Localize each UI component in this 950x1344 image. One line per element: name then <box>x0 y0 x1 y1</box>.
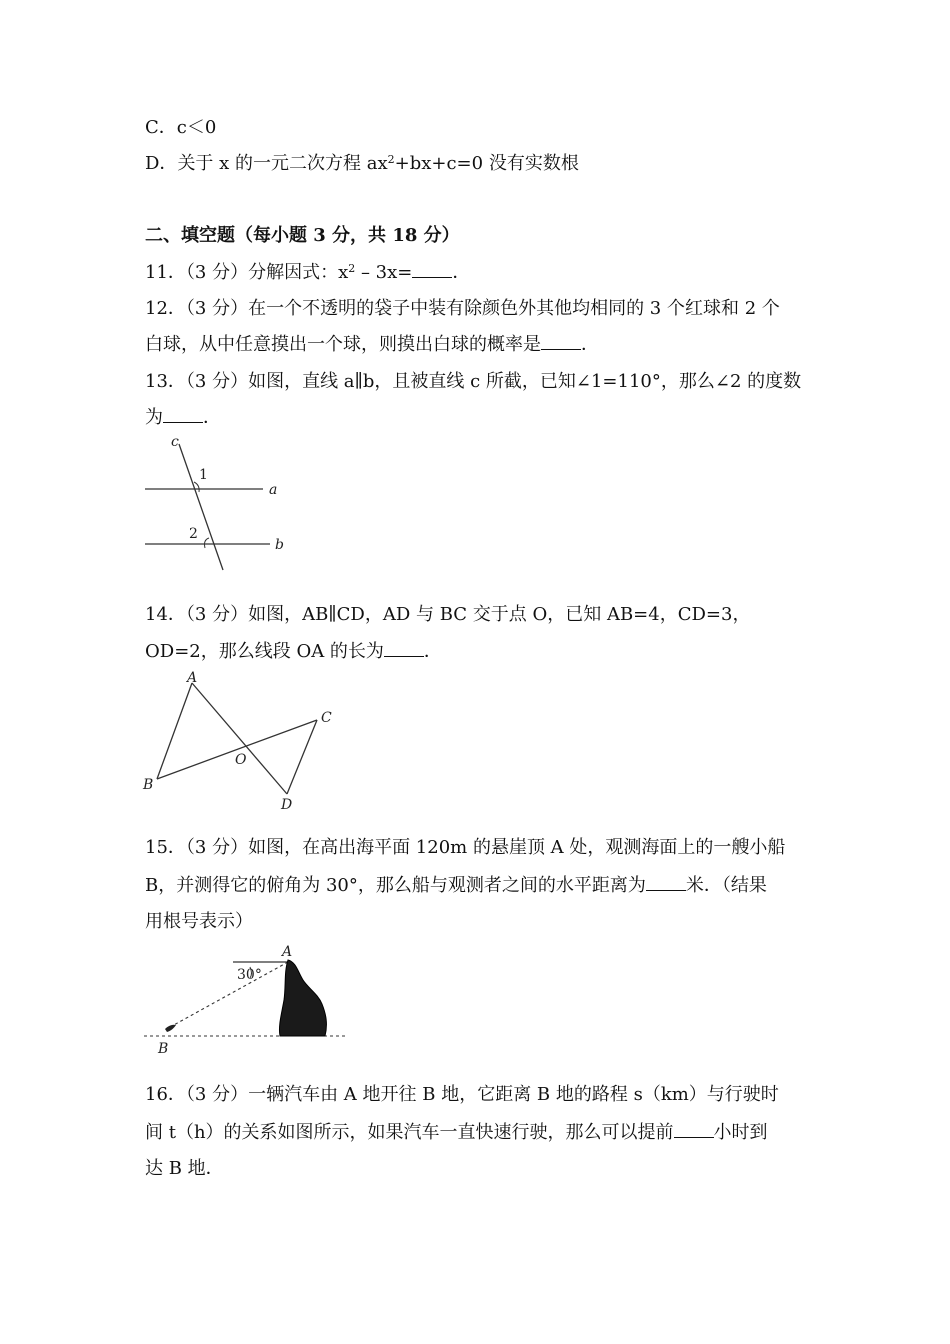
line-c <box>179 444 223 570</box>
option-d-text-pre: 关于 x 的一元二次方程 ax <box>177 153 388 174</box>
question-16-line-2 <box>145 1121 768 1145</box>
answer-blank[interactable] <box>412 261 452 278</box>
question-16-line-3: 达 B 地． <box>145 1158 224 1179</box>
q11-tail: ． <box>452 262 471 283</box>
q13-line-2-text: 为 <box>145 407 163 428</box>
cliff-shape <box>279 960 326 1036</box>
segment-bc <box>157 720 317 779</box>
segment-ad <box>192 683 287 794</box>
q11-text-post: – 3x= <box>355 262 413 283</box>
question-13-line-2 <box>145 406 221 430</box>
point-a-label: A <box>282 944 293 960</box>
question-16-line-1: 16．（3 分）一辆汽车由 A 地开往 B 地，它距离 B 地的路程 s（km）与行驶时 <box>145 1084 779 1105</box>
option-d-text-post: +bx+c=0 没有实数根 <box>394 153 579 174</box>
boat-shape <box>165 1025 176 1032</box>
question-14-line-1: 14．（3 分）如图，AB∥CD，AD 与 BC 交于点 O，已知 AB=4，CD=3， <box>145 604 751 625</box>
cliff-boat-figure <box>138 938 353 1060</box>
point-a-label: A <box>187 670 198 686</box>
q14-tail: ． <box>423 641 442 662</box>
label-c: c <box>171 434 179 450</box>
option-c-label: C． <box>145 117 177 138</box>
point-b-label: B <box>158 1041 169 1057</box>
question-15-line-2 <box>145 874 767 898</box>
option-d <box>145 152 579 176</box>
q15-line-2-text-b: 米．（结果 <box>685 875 767 896</box>
option-c <box>145 116 216 140</box>
crossed-triangles-figure <box>135 668 345 816</box>
label-a: a <box>269 482 278 498</box>
question-13-line-1: 13．（3 分）如图，直线 a∥b，且被直线 c 所截，已知∠1=110°，那么∠2 的度数 <box>145 371 802 392</box>
point-o-label: O <box>235 752 247 768</box>
option-d-label: D． <box>145 153 178 174</box>
q12-line-2-text: 白球，从中任意摸出一个球，则摸出白球的概率是 <box>145 334 541 355</box>
parallel-lines-figure <box>135 432 305 577</box>
label-1: 1 <box>199 467 208 483</box>
option-d-superscript: 2 <box>387 153 395 166</box>
q16-line-2-text-a: 间 t（h）的关系如图所示，如果汽车一直快速行驶，那么可以提前 <box>145 1122 674 1143</box>
q14-line-2-text: OD=2，那么线段 OA 的长为 <box>145 641 384 662</box>
point-c-label: C <box>321 710 332 726</box>
answer-blank[interactable] <box>384 640 424 657</box>
answer-blank[interactable] <box>674 1121 714 1138</box>
label-2: 2 <box>189 526 198 542</box>
q16-line-2-text-b: 小时到 <box>713 1122 768 1143</box>
q13-tail: ． <box>203 407 221 428</box>
angle-label: 30° <box>237 967 262 983</box>
q11-superscript: 2 <box>348 262 356 275</box>
point-d-label: D <box>281 797 293 813</box>
question-15-line-3: 用根号表示） <box>145 911 253 932</box>
question-14-line-2 <box>145 640 442 664</box>
question-11 <box>145 261 470 285</box>
answer-blank[interactable] <box>646 874 686 891</box>
angle-2-arc <box>205 538 210 548</box>
question-12-line-1: 12．（3 分）在一个不透明的袋子中装有除颜色外其他均相同的 3 个红球和 2 个 <box>145 298 780 319</box>
q11-text-pre: 11．（3 分）分解因式：x <box>145 262 349 283</box>
question-12-line-2 <box>145 333 599 357</box>
question-15-line-1: 15．（3 分）如图，在高出海平面 120m 的悬崖顶 A 处，观测海面上的一艘小船 <box>145 837 786 858</box>
line-of-sight <box>172 962 288 1026</box>
answer-blank[interactable] <box>163 406 203 423</box>
q12-tail: ． <box>581 334 599 355</box>
point-b-label: B <box>143 777 154 793</box>
label-b: b <box>275 537 284 553</box>
segment-cd <box>287 720 317 794</box>
option-c-text: c＜0 <box>176 117 217 138</box>
answer-blank[interactable] <box>541 333 581 350</box>
q15-line-2-text-a: B，并测得它的俯角为 30°，那么船与观测者之间的水平距离为 <box>145 875 646 896</box>
segment-ab <box>157 683 192 779</box>
section-heading: 二、填空题（每小题 3 分，共 18 分） <box>145 225 460 246</box>
